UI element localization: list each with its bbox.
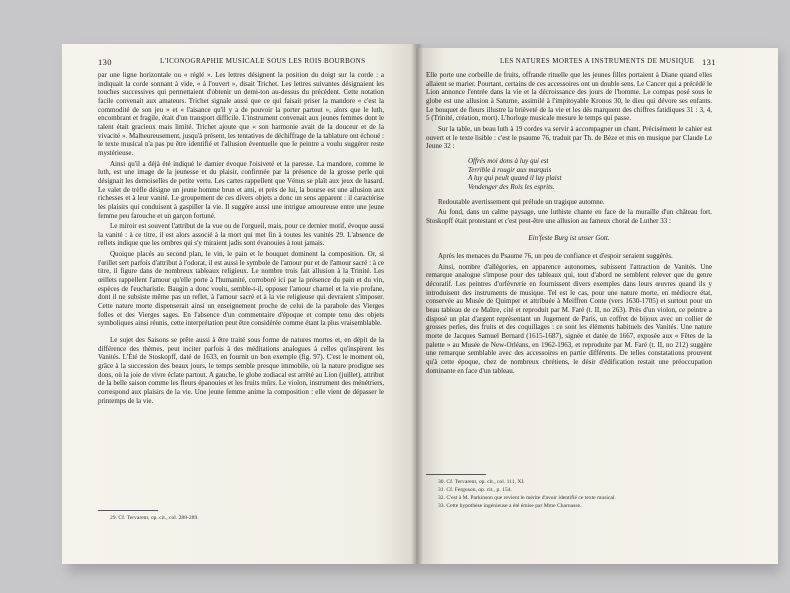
paragraph: par une ligne horizontale ou « réglé ». Les lettres désignent la position du doigt sur la corde : a indiquait la corde sonnant à vide, « à l'ouvert », disait Trichet. Les lettres suivantes désignaient les touches successives qui permettaient d'obtenir un demi-ton au-dessus du précédent. Cette notation facile convenait aux amateurs. Trichet signale aussi que ce qui faisait priser la mandore « c'est la commodité de son jeu » et « l'aisance qu'il y a de pouvoir la porter partout », alors que le luth, encombrant et fragile, était d'un transport difficile. L'instrument convenait aux jeunes femmes dont le talent était gracieux mais limité. Trichet ajoute que « son harmonie avait de la douceur et de la vivacité ». Malheureusement, jusqu'à présent, les tentatives de déchiffrage de la tablature ont échoué : le texte musical n'a pas pu être identifié et l'allusion éventuelle que le peintre a voulu suggérer reste mystérieuse. — [98, 71, 384, 157]
footnote: 30. Cf. Tervarent, op. cit., col. 111, XI. — [438, 479, 525, 485]
poem-line: Vendenger des Rois les esprits. — [468, 182, 555, 191]
footnote: 32. C'est à M. Parkinson que revient le mérite d'avoir identifié ce texte musical. — [438, 495, 616, 501]
poem-line: Terrible à rougir aux marquis — [468, 165, 552, 174]
footnote-rule — [426, 474, 486, 475]
paragraph: Le miroir est souvent l'attribut de la vue ou de l'orgueil, mais, pour ce dernier motif, évoque aussi la vanité : à ce titre, il est alors associé à la mort qui met fin à toutes les vanités 29. L'absence de reflets indique que les ombres qui s'y miraient jadis sont évanouies à tout jamais. — [98, 222, 384, 248]
footnote: 33. Cette hypothèse ingénieuse a été émise par Mme Charnasse. — [438, 503, 582, 509]
paragraph: Elle porte une corbeille de fruits, offrande rituelle que les jeunes filles portaient à Diane quand elles allaient se marier. Pourtant, certains de ces accessoires ont un double sens. Le Cancer qui a précédé le Lion annonce l'entrée dans la vie et la décroissance des jours de l'homme. Le compas posé sous le globe est une allusion à Saturne, assimilé à l'impitoyable Kronos 30, le dieu qui dévore ses enfants. Le bouquet de fleurs illustre la brièveté de la vie et les dés marquent des chiffres fatidiques 31 : 3, 4, 5 (Trinité, création, mort). L'horloge musicale mesure le temps qui passe. — [426, 71, 712, 123]
right-running-head: LES NATURES MORTES A INSTRUMENTS DE MUSIQUE — [500, 57, 695, 65]
psalm-quotation — [468, 157, 712, 192]
left-body-text — [98, 71, 384, 407]
footnote-rule — [98, 510, 158, 511]
book-gutter — [411, 44, 423, 564]
left-page-number: 130 — [98, 57, 112, 67]
paragraph: Après les menaces du Psaume 76, un peu de confiance et d'espoir seraient suggérés. — [438, 252, 673, 261]
left-footnote: 29. Cf. Tervarent, op. cit., col. 288-289. — [110, 515, 199, 521]
paragraph: Sur la table, un beau luth à 19 cordes va servir à accompagner un chant. Précisément le cahier est ouvert et le texte lisible : c'est le psaume 76, traduit par Th. de Bèze et mis en musique par Claude Le Jeune 32 : — [426, 124, 712, 151]
paragraph: Ainsi qu'il a déjà été indiqué le damier évoque l'oisiveté et la paresse. La mandore, comme le luth, est une image de la jeunesse et du plaisir, confirmée par la présence de la grosse perle qui désignait les demoiselles de petite vertu. Les cartes rappellent que Vénus se plaît aux jeux de hasard. Le valet de trèfle désigne un jeune homme brun et ami, et près de lui, la bourse est une allusion aux richesses et à leur vanité. Le groupement de ces divers objets a donc un sens apparent : il caractérise les plaisirs qui conduisent à gaspiller la vie. Il suggère aussi une intrigue amoureuse entre une jeune femme peu farouche et un garçon fortuné. — [98, 159, 384, 220]
left-running-head: L'ICONOGRAPHIE MUSICALE SOUS LES ROIS BOURBONS — [160, 57, 366, 65]
paragraph: Au fond, dans un calme paysage, une luthiste chante en face de la muraille d'un château fort. Stoskopff était protestant et c'est peut-être une allusion au fameux choral de Luther 33 : — [426, 208, 712, 225]
right-body-text — [426, 71, 712, 377]
right-page-number: 131 — [702, 57, 716, 67]
poem-line: Offrés moi dons à luy qui est — [468, 156, 549, 165]
footnote: 31. Cf. Ferguson, op. cit., p. 154. — [438, 487, 512, 493]
poem-line: A luy qui peult quand il luy plaist — [468, 174, 562, 183]
paragraph: Quoique placés au second plan, le vin, le pain et le bouquet dominent la composition. Or, si l'œillet sert parfois d'attribut à l'odorat, il est aussi le symbole de l'amour pur et de l'amour sacré : à ce titre, il figure dans de nombreux tableaux religieux. Le nombre trois fait allusion à la Trinité. Les œillets rappellent l'amour qu'elle porte à l'humanité, corroboré ici par la présence du pain et du vin, espèces de l'eucharistie. Baugin a donc voulu, semble-t-il, opposer l'amour charnel et la vie profane, dont il ne subsiste même pas un reflet, à l'amour sacré et à la vie religieuse qui devraient s'imposer. Cette nature morte dispenserait ainsi un enseignement proche de celui de la parabole des Vierges folles et des Vierges sages. En l'absence d'un commentaire d'époque et compte tenu des objets symboliques ainsi réunis, cette interprétation peut être considérée comme étant la plus vraisemblable. — [98, 250, 384, 328]
paragraph: Ainsi, nombre d'allégories, en apparence autonomes, subissent l'attraction de Vanités. Une remarque analogue s'impose pour des tableaux qui, tout d'abord ne semblent relever que du genre décoratif. Les peintres d'orfèvrerie en fournissent divers exemples dans leurs œuvres quand ils y introduisent des instruments de musique. Tel est le cas, pour une nature morte, en médiocre état, conservée au Musée de Quimper et attribuée à Meiffren Conte (vers 1630-1705) et surtout pour un beau tableau de ce Maître, cité et reproduit par M. Faré (t. II, no 263). Près d'un violon, ce peintre a disposé un plat d'argent représentant un Jugement de Paris, un coffret de bijoux avec un collier de grosses perles, des fruits et des coquillages : ce sont les éléments habituels des Vanités. Une nature morte de Jacques Samuel Bernard (1615-1687), signée et datée de 1667, exposée aux « Fêtes de la palette » au Musée de New-Orléans, en 1962-1963, et reproduite par M. Faré (t. II, no 212) suggère une remarque semblable avec des accessoires en partie différents. De telles constatations prouvent qu'à cette époque, chez de nombreux chrétiens, le désir d'édification restait une préoccupation dominante en face d'un tableau. — [426, 262, 712, 375]
right-footnotes — [438, 478, 708, 510]
luther-choral-quotation: Ein'feste Burg ist unser Gott. — [528, 233, 610, 242]
paragraph: Le sujet des Saisons se prête aussi à être traité sous forme de natures mortes et, en dépit de la différence des thèmes, peut inciter parfois à des méditations analogues à celles qu'inspirent les Vanités. L'Été de Stoskopff, daté de 1633, en fournit un bon exemple (fig. 97). C'est le moment où, grâce à la succession des beaux jours, le temps semble presque immobile, où la nature prodigue ses dons, où la joie de vivre éclate partout. A gauche, le globe zodiacal est arrêté au Lion (juillet), attribut de la belle saison comme les fleurs épanouies et les fruits mûrs. Le violon, instrument des ménétriers, correspond aux plaisirs de la vie. Une jeune femme anime la composition : elle vient de dépasser le printemps de la vie. — [98, 336, 384, 405]
paragraph: Redoutable avertissement qui prélude un tragique automne. — [438, 197, 605, 206]
